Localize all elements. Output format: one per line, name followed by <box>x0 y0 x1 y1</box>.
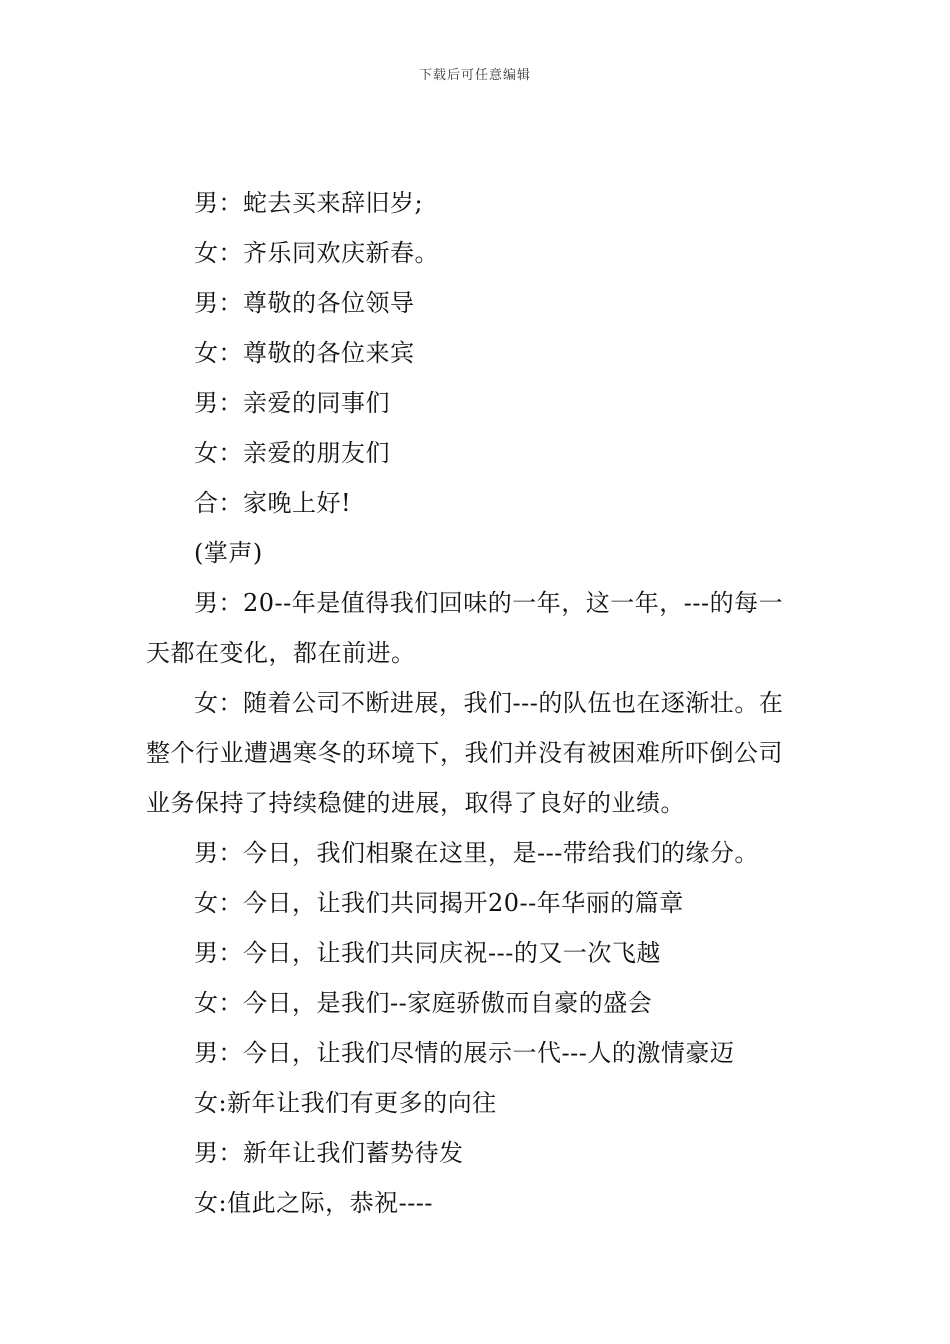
paragraph: 男：20--年是值得我们回味的一年，这一年，---的每一天都在变化，都在前进。 <box>146 589 784 667</box>
paragraph: 男：亲爱的同事们 <box>194 389 390 417</box>
paragraph: 女：尊敬的各位来宾 <box>194 339 415 367</box>
paragraph: 男：尊敬的各位领导 <box>194 289 415 317</box>
paragraph: 男：今日，让我们共同庆祝---的又一次飞越 <box>194 939 661 967</box>
page-header: 下载后可任意编辑 <box>418 68 531 83</box>
paragraph: 女:值此之际，恭祝---- <box>194 1189 434 1217</box>
paragraph: 男：蛇去买来辞旧岁; <box>194 189 424 217</box>
paragraph: 女：今日，是我们--家庭骄傲而自豪的盛会 <box>194 989 653 1017</box>
paragraph: 男：今日，我们相聚在这里，是---带给我们的缘分。 <box>194 839 759 867</box>
paragraph: 女：今日，让我们共同揭开20--年华丽的篇章 <box>194 889 684 917</box>
document-body <box>146 178 806 1228</box>
paragraph: 女：齐乐同欢庆新春。 <box>194 239 439 267</box>
stage-direction: (掌声) <box>194 539 263 567</box>
paragraph: 男：今日，让我们尽情的展示一代---人的激情豪迈 <box>194 1039 735 1067</box>
paragraph: 女:新年让我们有更多的向往 <box>194 1089 497 1117</box>
paragraph: 男：新年让我们蓄势待发 <box>194 1139 464 1167</box>
paragraph: 女：随着公司不断进展，我们---的队伍也在逐渐壮。在整个行业遭遇寒冬的环境下，我们并没有被困难所吓倒公司业务保持了持续稳健的进展，取得了良好的业绩。 <box>146 689 784 817</box>
paragraph: 合：家晚上好! <box>194 489 352 517</box>
paragraph: 女：亲爱的朋友们 <box>194 439 390 467</box>
